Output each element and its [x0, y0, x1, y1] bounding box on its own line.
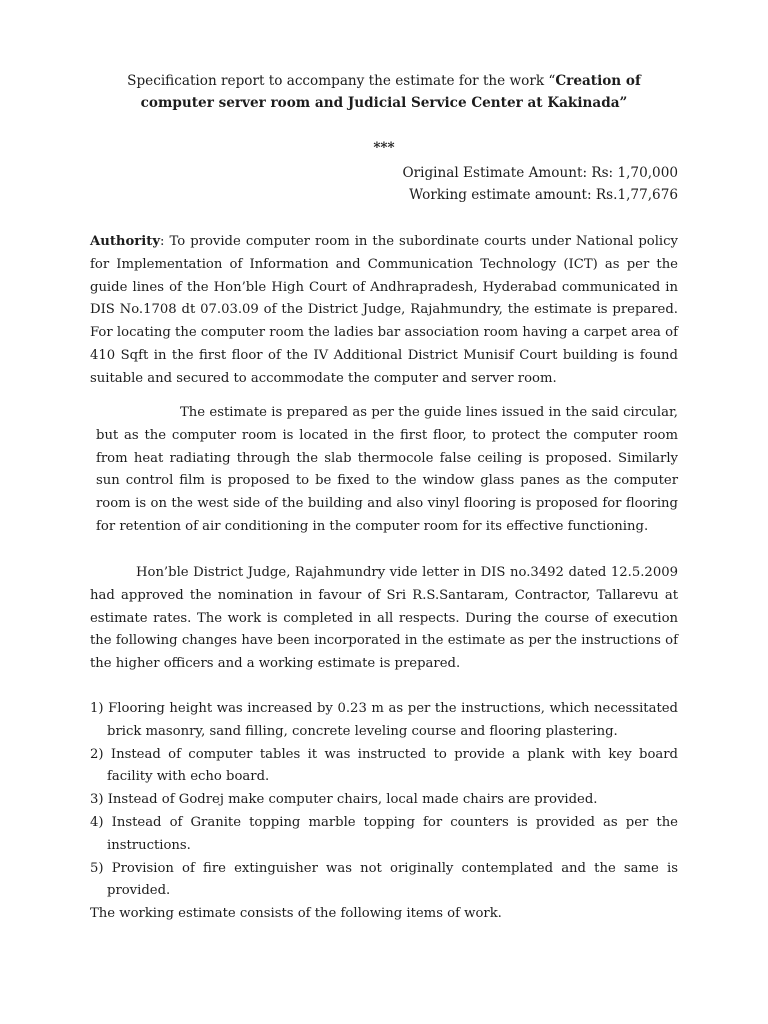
estimate-amounts	[402, 162, 678, 206]
working-estimate-amount: Working estimate amount: Rs.1,77,676	[409, 187, 678, 203]
judge-approval-paragraph: Hon’ble District Judge, Rajahmundry vide letter in DIS no.3492 dated 12.5.2009 had approved the nomination in favour of Sri R.S.Santaram, Contractor, Tallarevu at estimate rates. The work is completed in all respects. During the course of execution the following changes have been incorporated in the estimate as per the instructions of the higher officers and a working estimate is prepared.	[90, 565, 678, 672]
list-item: 5) Provision of fire extinguisher was not originally contemplated and the same is provided.	[90, 860, 678, 899]
list-item: 4) Instead of Granite topping marble topping for counters is provided as per the instructions.	[90, 814, 678, 853]
original-estimate-amount: Original Estimate Amount: Rs: 1,70,000	[402, 165, 678, 181]
list-item: 3) Instead of Godrej make computer chairs, local made chairs are provided.	[90, 792, 598, 808]
authority-label: Authority	[90, 234, 161, 249]
list-item: 1) Flooring height was increased by 0.23 m as per the instructions, which necessitated brick masonry, sand filling, concrete leveling course and flooring plastering.	[90, 701, 678, 739]
title-prefix: Specification report to accompany the estimate for the work “	[127, 73, 556, 89]
document-title	[90, 70, 678, 114]
authority-text: : To provide computer room in the subordinate courts under National policy for Implementation of Information and Communication Technology (ICT) as per the guide lines of the Hon’ble High Court of Andhrapradesh, Hyderabad communicated in DIS No.1708 dt 07.03.09 of the District Judge, Rajahmundry, the estimate is prepared. For locating the computer room the ladies bar association room having a carpet area of 410 Sqft in the first floor of the IV Additional District Munisif Court building is found suitable and secured to accommodate the computer and server room.	[90, 234, 678, 386]
section-separator: ***	[373, 140, 395, 156]
authority-paragraph	[90, 231, 678, 391]
changes-list	[90, 698, 678, 903]
closing-statement: The working estimate consists of the following items of work.	[90, 906, 502, 921]
estimate-paragraph: The estimate is prepared as per the guide lines issued in the said circular, but as the computer room is located in the first floor, to protect the computer room from heat radiating through the slab thermocole false ceiling is proposed. Similarly sun control film is proposed to be fixed to the window glass panes as the computer room is on the west side of the building and also vinyl flooring is proposed for flooring for retention of air conditioning in the computer room for its effective functioning.	[96, 405, 678, 534]
list-item: 2) Instead of computer tables it was instructed to provide a plank with key board facility with echo board.	[90, 746, 678, 785]
title-work-name: Creation of computer server room and Judicial Service Center at Kakinada”	[140, 73, 641, 111]
